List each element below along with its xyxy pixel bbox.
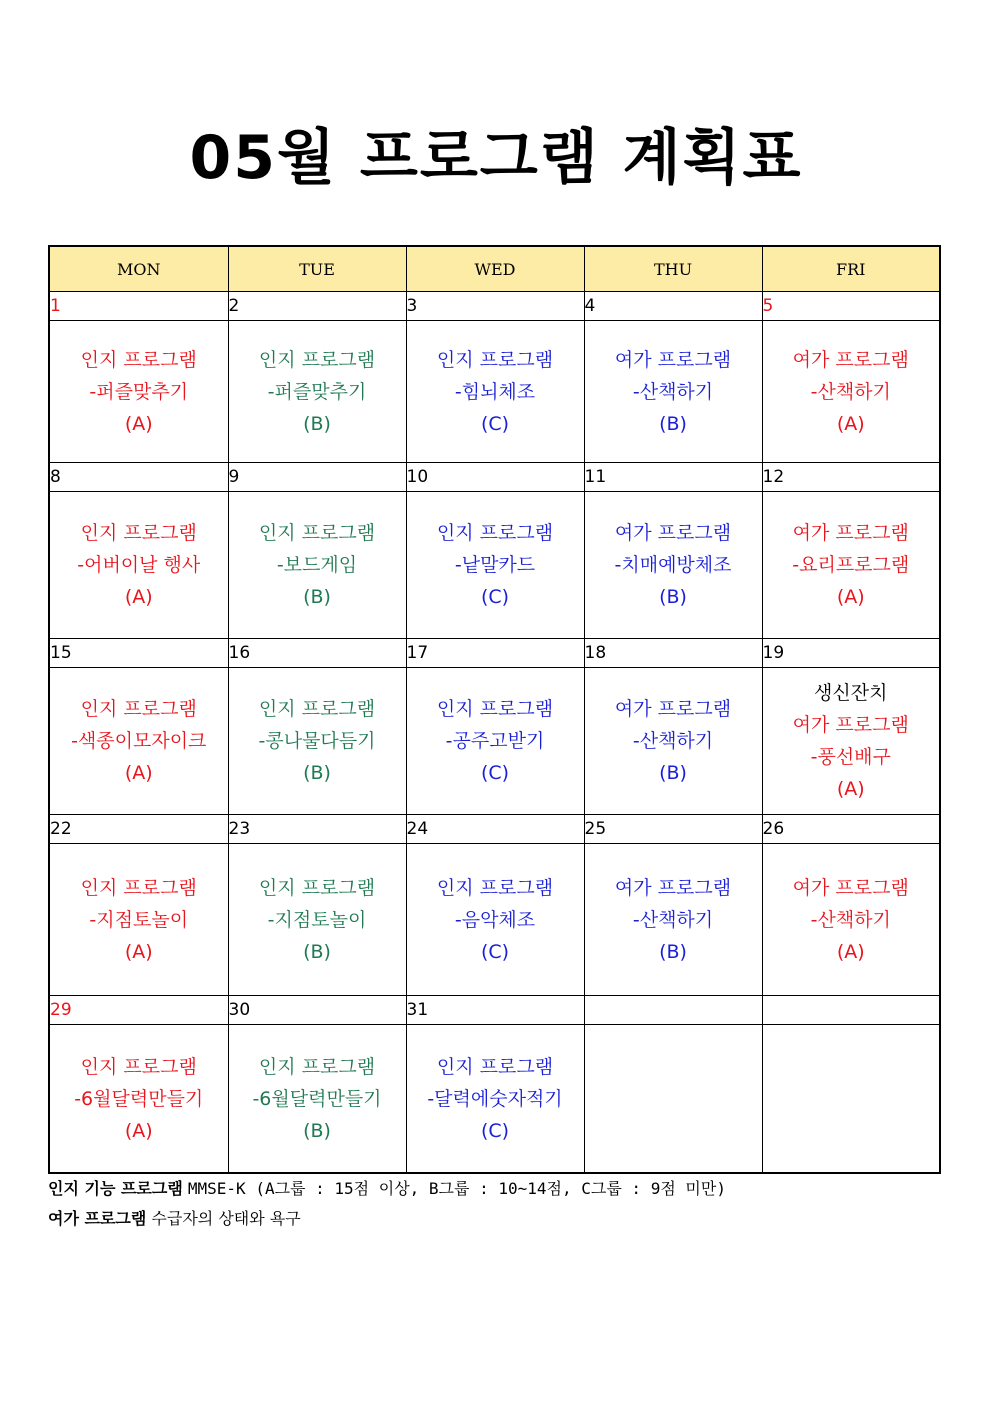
program-cell (49, 1025, 228, 1174)
program-activity: -산책하기 (810, 380, 891, 403)
program-category: 여가 프로그램 (792, 714, 909, 736)
program-cell (584, 668, 762, 815)
date-number: 11 (584, 463, 762, 492)
program-cell (584, 321, 762, 463)
program-cell (228, 492, 406, 639)
program-row (49, 321, 940, 463)
program-cell (762, 492, 940, 639)
monthly-calendar-table (48, 245, 941, 1174)
program-activity: -퍼즐맞추기 (267, 380, 367, 403)
program-category: 인지 프로그램 (80, 348, 197, 371)
program-group: (A) (836, 778, 865, 800)
program-group: (C) (480, 940, 510, 963)
weekday-header-mon: MON (49, 246, 228, 292)
program-category: 인지 프로그램 (258, 522, 376, 544)
program-cell (49, 668, 228, 815)
program-group: (B) (303, 412, 331, 435)
program-activity: -콩나물다듬기 (258, 730, 376, 752)
legend-leisure (48, 1208, 301, 1230)
date-number: 3 (406, 292, 584, 321)
program-cell (49, 492, 228, 639)
program-category: 인지 프로그램 (80, 1055, 197, 1078)
program-cell (228, 1025, 406, 1174)
program-activity: -힘뇌체조 (454, 380, 536, 403)
program-group: (A) (124, 940, 153, 963)
program-row (49, 844, 940, 996)
program-group: (B) (303, 762, 331, 784)
program-group: (B) (303, 940, 331, 963)
weekday-header-tue: TUE (228, 246, 406, 292)
program-cell (406, 668, 584, 815)
program-cell (762, 321, 940, 463)
event-heading: 생신잔치 (814, 682, 888, 704)
legend-cognitive (48, 1178, 726, 1200)
program-activity: -산책하기 (632, 908, 714, 931)
program-group: (B) (659, 586, 687, 608)
program-cell (406, 492, 584, 639)
program-activity: -보드게임 (276, 554, 358, 576)
program-group: (C) (480, 762, 510, 784)
date-row (49, 292, 940, 321)
program-cell (406, 321, 584, 463)
program-group: (C) (480, 1119, 510, 1142)
date-number: 18 (584, 639, 762, 668)
program-activity: -공주고받기 (445, 730, 545, 752)
program-group: (A) (124, 412, 153, 435)
program-cell (584, 492, 762, 639)
program-group: (A) (124, 762, 153, 784)
program-row (49, 492, 940, 639)
program-group: (B) (659, 762, 687, 784)
date-number: 4 (584, 292, 762, 321)
program-cell (49, 321, 228, 463)
program-activity: -치매예방체조 (614, 554, 732, 576)
program-group: (C) (480, 586, 510, 608)
date-number: 16 (228, 639, 406, 668)
program-category: 인지 프로그램 (80, 698, 197, 720)
date-row (49, 996, 940, 1025)
program-category: 여가 프로그램 (614, 698, 732, 720)
program-category: 여가 프로그램 (792, 522, 909, 544)
program-row (49, 1025, 940, 1174)
program-cell (406, 1025, 584, 1174)
program-cell (228, 844, 406, 996)
legend-leisure-label: 여가 프로그램 (48, 1209, 147, 1228)
program-category: 인지 프로그램 (80, 522, 197, 544)
program-category: 여가 프로그램 (614, 522, 732, 544)
date-number: 25 (584, 815, 762, 844)
date-number: 9 (228, 463, 406, 492)
program-category: 여가 프로그램 (792, 876, 909, 899)
program-activity: -산책하기 (810, 908, 891, 931)
date-row (49, 463, 940, 492)
program-category: 인지 프로그램 (436, 348, 554, 371)
program-group: (A) (124, 586, 153, 608)
program-category: 인지 프로그램 (436, 698, 554, 720)
program-cell (49, 844, 228, 996)
program-group: (A) (836, 940, 865, 963)
date-number: 10 (406, 463, 584, 492)
program-cell (406, 844, 584, 996)
program-category: 인지 프로그램 (436, 876, 554, 899)
date-row (49, 815, 940, 844)
date-number: 31 (406, 996, 584, 1025)
program-cell (762, 1025, 940, 1174)
program-cell (228, 321, 406, 463)
program-cell (584, 844, 762, 996)
program-category: 인지 프로그램 (258, 1055, 376, 1078)
program-group: (B) (303, 586, 331, 608)
program-group: (C) (480, 412, 510, 435)
date-number: 23 (228, 815, 406, 844)
weekday-header-wed: WED (406, 246, 584, 292)
legend-cognitive-desc: MMSE-K (A그룹 : 15점 이상, B그룹 : 10~14점, C그룹 : 9점 미만) (187, 1179, 726, 1198)
program-activity: -지점토놀이 (267, 908, 367, 931)
date-number: 1 (49, 292, 228, 321)
page-title: 05월 프로그램 계획표 (189, 123, 803, 193)
program-activity: -풍선배구 (810, 746, 891, 768)
program-category: 여가 프로그램 (614, 876, 732, 899)
program-activity: -어버이날 행사 (77, 554, 201, 576)
program-category: 인지 프로그램 (258, 876, 376, 899)
calendar-body (49, 292, 940, 1174)
program-activity: -색종이모자이크 (71, 730, 207, 752)
program-category: 여가 프로그램 (614, 348, 732, 371)
legend-leisure-desc: 수급자의 상태와 욕구 (151, 1209, 301, 1228)
program-activity: -낱말카드 (454, 554, 536, 576)
program-category: 인지 프로그램 (436, 522, 554, 544)
program-activity: -6월달력만들기 (252, 1087, 382, 1110)
date-number: 24 (406, 815, 584, 844)
program-group: (B) (303, 1119, 331, 1142)
program-cell (762, 844, 940, 996)
program-row (49, 668, 940, 815)
program-group: (A) (836, 586, 865, 608)
weekday-header-thu: THU (584, 246, 762, 292)
program-activity: -요리프로그램 (792, 554, 910, 576)
date-number (762, 996, 940, 1025)
date-number: 22 (49, 815, 228, 844)
program-category: 인지 프로그램 (258, 698, 376, 720)
program-category: 인지 프로그램 (80, 876, 197, 899)
date-number: 29 (49, 996, 228, 1025)
program-group: (B) (659, 412, 687, 435)
program-activity: -산책하기 (632, 380, 714, 403)
program-activity: -퍼즐맞추기 (89, 380, 189, 403)
program-category: 인지 프로그램 (258, 348, 376, 371)
date-number: 17 (406, 639, 584, 668)
program-category: 인지 프로그램 (436, 1055, 554, 1078)
program-activity: -달력에숫자적기 (427, 1087, 563, 1110)
date-number: 19 (762, 639, 940, 668)
date-number: 12 (762, 463, 940, 492)
program-activity: -음악체조 (454, 908, 536, 931)
program-activity: -지점토놀이 (89, 908, 189, 931)
program-cell (762, 668, 940, 815)
weekday-header-fri: FRI (762, 246, 940, 292)
program-cell (228, 668, 406, 815)
weekday-header-row (49, 246, 940, 292)
date-number: 26 (762, 815, 940, 844)
date-row (49, 639, 940, 668)
program-activity: -산책하기 (632, 730, 714, 752)
date-number: 30 (228, 996, 406, 1025)
legend-cognitive-label: 인지 기능 프로그램 (48, 1179, 183, 1198)
program-activity: -6월달력만들기 (74, 1087, 204, 1110)
program-group: (B) (659, 940, 687, 963)
date-number: 2 (228, 292, 406, 321)
date-number: 8 (49, 463, 228, 492)
date-number: 5 (762, 292, 940, 321)
program-group: (A) (836, 412, 865, 435)
program-cell (584, 1025, 762, 1174)
program-category: 여가 프로그램 (792, 348, 909, 371)
date-number (584, 996, 762, 1025)
program-group: (A) (124, 1119, 153, 1142)
date-number: 15 (49, 639, 228, 668)
